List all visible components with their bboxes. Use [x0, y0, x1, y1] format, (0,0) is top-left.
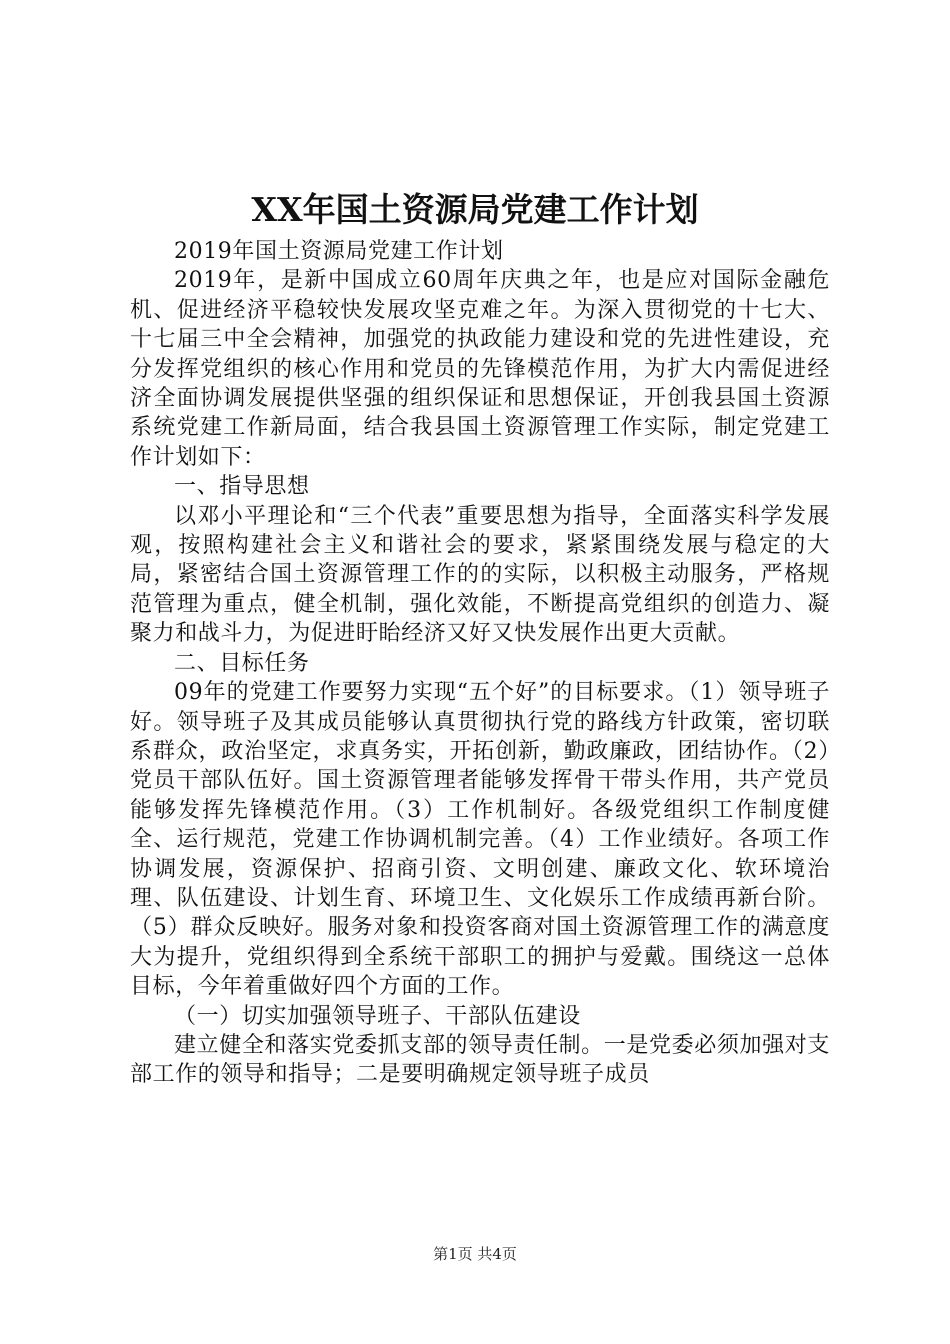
paragraph-intro: 2019年，是新中国成立60周年庆典之年，也是应对国际金融危机、促进经济平稳较快发展攻坚克难之年。为深入贯彻党的十七大、十七届三中全会精神，加强党的执政能力建设和党的先进性建设，充分发挥党组织的核心作用和党员的先锋模范作用，为扩大内需促进经济全面协调发展提供坚强的组织保证和思想保证，开创我县国土资源系统党建工作新局面，结合我县国土资源管理工作实际，制定党建工作计划如下： — [130, 268, 830, 470]
section-heading-guiding-thought: 一、指导思想 — [174, 474, 310, 500]
page-number-footer: 第1页 共4页 — [433, 1245, 517, 1263]
section-heading-goals: 二、目标任务 — [174, 650, 310, 676]
document-body — [130, 237, 830, 1090]
paragraph-subtitle: 2019年国土资源局党建工作计划 — [174, 239, 504, 264]
paragraph-goals: 09年的党建工作要努力实现“五个好”的目标要求。（1）领导班子好。领导班子及其成员能够认真贯彻执行党的路线方针政策，密切联系群众，政治坚定，求真务实，开拓创新，勤政廉政，团结协作。（2）党员干部队伍好。国土资源管理者能够发挥骨干带头作用，共产党员能够发挥先锋模范作用。（3）工作机制好。各级党组织工作制度健全、运行规范，党建工作协调机制完善。（4）工作业绩好。各项工作协调发展，资源保护、招商引资、文明创建、廉政文化、软环境治理、队伍建设、计划生育、环境卫生、文化娱乐工作成绩再新台阶。（5）群众反映好。服务对象和投资客商对国土资源管理工作的满意度大为提升，党组织得到全系统干部职工的拥护与爱戴。围绕这一总体目标，今年着重做好四个方面的工作。 — [130, 680, 830, 1000]
paragraph-leadership: 建立健全和落实党委抓支部的领导责任制。一是党委必须加强对支部工作的领导和指导；二是要明确规定领导班子成员 — [130, 1032, 830, 1088]
subsection-heading-leadership: （一）切实加强领导班子、干部队伍建设 — [174, 1003, 581, 1029]
paragraph-guiding-thought: 以邓小平理论和“三个代表”重要思想为指导，全面落实科学发展观，按照构建社会主义和谐社会的要求，紧紧围绕发展与稳定的大局，紧密结合国土资源管理工作的的实际，以积极主动服务，严格规范管理为重点，健全机制，强化效能，不断提高党组织的创造力、凝聚力和战斗力，为促进盱眙经济又好又快发展作出更大贡献。 — [130, 503, 830, 647]
document-title: XX年国土资源局党建工作计划 — [251, 190, 699, 229]
